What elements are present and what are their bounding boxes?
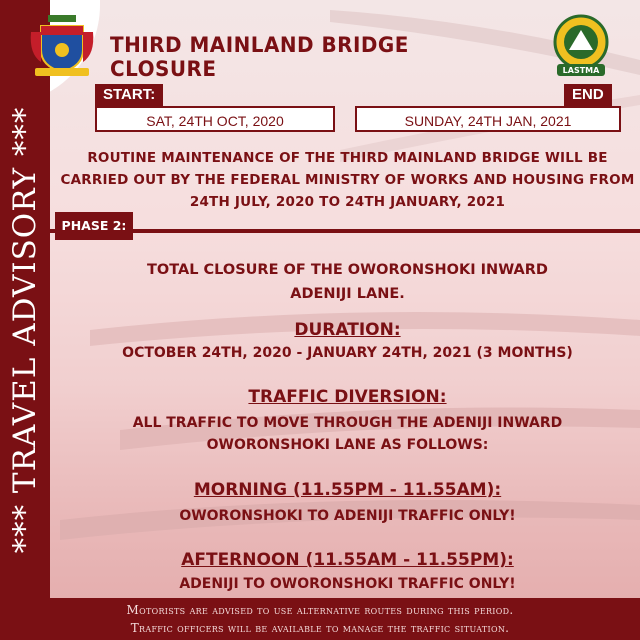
closure-line-1: TOTAL CLOSURE OF THE OWORONSHOKI INWARD — [147, 262, 548, 278]
duration-heading: DURATION: — [294, 320, 401, 340]
footer-banner — [0, 598, 640, 640]
phase-label: PHASE 2: — [55, 212, 133, 240]
diversion-heading: TRAFFIC DIVERSION: — [248, 387, 447, 407]
morning-text: OWORONSHOKI TO ADENIJI TRAFFIC ONLY! — [179, 508, 516, 524]
sidebar — [0, 0, 50, 605]
diversion-line-2: OWORONSHOKI LANE AS FOLLOWS: — [206, 437, 489, 453]
end-label: END — [564, 84, 612, 106]
advisory-title: THIRD MAINLAND BRIDGE CLOSURE — [110, 33, 409, 81]
afternoon-heading: AFTERNOON (11.55AM - 11.55PM): — [181, 550, 514, 570]
phase-divider — [50, 229, 640, 233]
afternoon-text: ADENIJI TO OWORONSHOKI TRAFFIC ONLY! — [179, 576, 516, 592]
lastma-badge-icon — [545, 12, 617, 78]
closure-line-2: ADENIJI LANE. — [290, 286, 405, 302]
footer-line-1: Motorists are advised to use alternative routes during this period. — [126, 603, 514, 617]
end-date: SUNDAY, 24TH JAN, 2021 — [355, 106, 621, 132]
intro-line-1: ROUTINE MAINTENANCE OF THE THIRD MAINLAND BRIDGE WILL BE — [87, 150, 608, 166]
start-date: SAT, 24TH OCT, 2020 — [95, 106, 335, 132]
diversion-text — [60, 412, 635, 456]
start-label: START: — [95, 84, 163, 106]
intro-line-3: 24TH JULY, 2020 TO 24TH JANUARY, 2021 — [189, 194, 506, 210]
diversion-line-1: ALL TRAFFIC TO MOVE THROUGH THE ADENIJI INWARD — [132, 415, 563, 431]
morning-heading: MORNING (11.55PM - 11.55AM): — [193, 480, 502, 500]
duration-text: OCTOBER 24TH, 2020 - JANUARY 24TH, 2021 (3 MONTHS) — [122, 345, 573, 361]
travel-advisory-label: *** TRAVEL ADVISORY *** — [7, 106, 43, 554]
intro-line-2: CARRIED OUT BY THE FEDERAL MINISTRY OF WORKS AND HOUSING FROM — [60, 172, 635, 188]
closure-text — [60, 258, 635, 306]
lastma-badge-text: LASTMA — [562, 66, 600, 75]
footer-line-2: Traffic officers will be available to manage the traffic situation. — [130, 621, 510, 635]
intro-text — [60, 147, 635, 213]
lagos-state-crest-icon — [27, 12, 97, 78]
